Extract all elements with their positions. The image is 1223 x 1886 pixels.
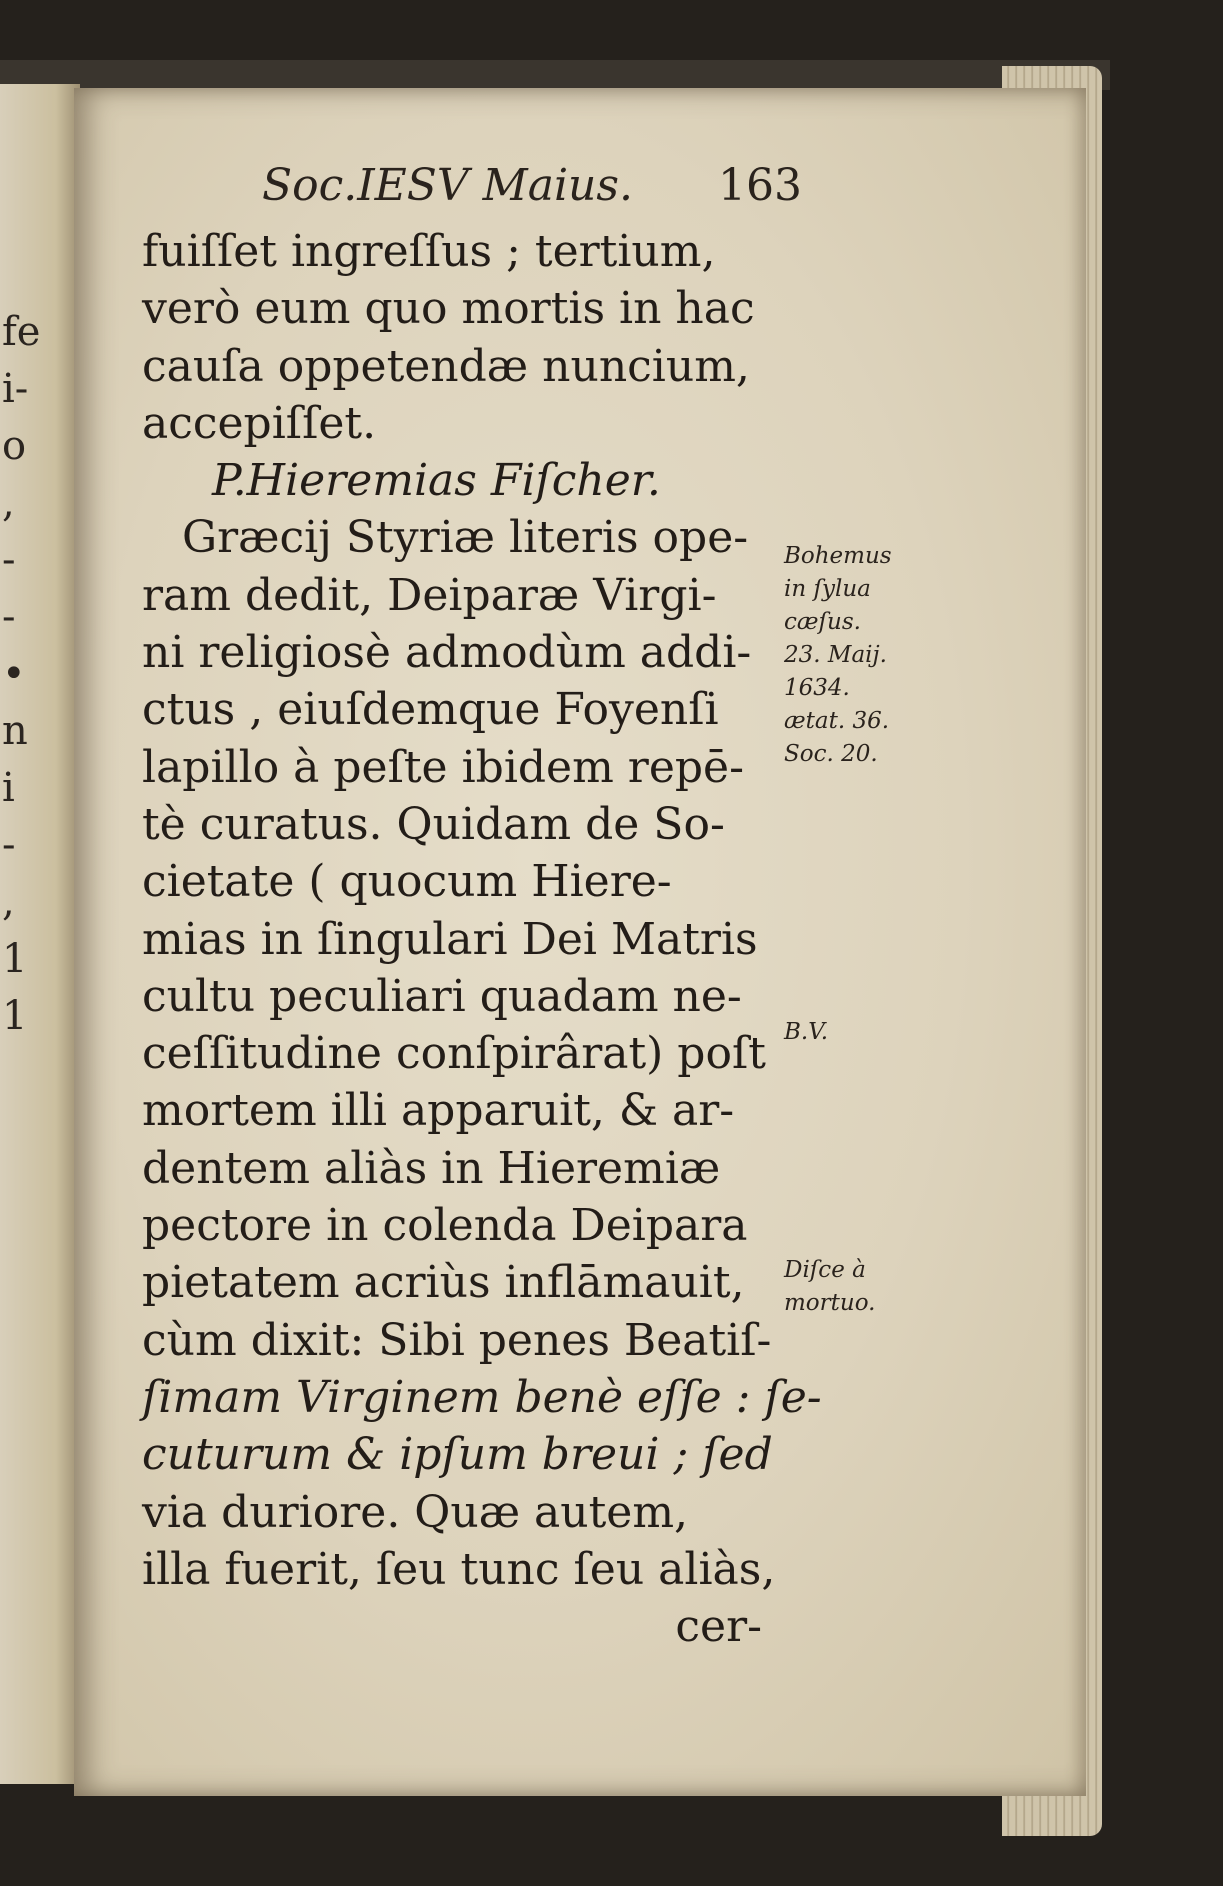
text-line: cultu peculiari quadam ne- — [142, 970, 742, 1022]
text-line: Græcij Styriæ literis ope- — [182, 512, 749, 564]
text-line: accepiſſet. — [142, 397, 377, 449]
text-line: tè curatus. Quidam de So- — [142, 798, 725, 850]
text-line: pectore in colenda Deipara — [142, 1200, 748, 1252]
facing-page-edge — [0, 84, 80, 1784]
fragment: - — [2, 822, 16, 868]
page-number: 163 — [718, 160, 802, 211]
text-line: ram dedit, Deiparæ Virgi- — [142, 569, 717, 621]
margin-note-line: Diſce à — [784, 1257, 866, 1283]
fragment: n — [2, 708, 28, 754]
margin-note-line: Soc. 20. — [784, 741, 878, 767]
fragment: - — [2, 594, 16, 640]
margin-note-bohemus — [784, 540, 954, 771]
fragment: , — [2, 480, 15, 526]
text-line: mortem illi apparuit, & ar- — [142, 1085, 735, 1137]
text-line: ni religiosè admodùm addi- — [142, 627, 752, 679]
text-line: cuturum & ipſum breui ; ſed — [142, 1429, 773, 1481]
fragment: • — [2, 651, 26, 697]
margin-note-line: B.V. — [784, 1019, 829, 1045]
text-line: pietatem acriùs inflāmauit, — [142, 1257, 745, 1309]
fragment: , — [2, 879, 15, 925]
fragment: fe — [2, 309, 41, 355]
text-line: cauſa oppetendæ nuncium, — [142, 340, 750, 392]
margin-note-line: mortuo. — [784, 1290, 876, 1316]
text-line: mias in ſingulari Dei Matris — [142, 913, 758, 965]
margin-note-line: cæſus. — [784, 609, 861, 635]
section-heading: P.Hieremias Fiſcher. — [212, 455, 661, 507]
margin-note-line: 1634. — [784, 675, 850, 701]
fragment: o — [2, 423, 27, 469]
fragment: 1 — [2, 993, 28, 1039]
text-line: verò eum quo mortis in hac — [142, 283, 755, 335]
page-header — [262, 160, 802, 230]
text-line: ctus , eiuſdemque Foyenſi — [142, 684, 719, 736]
text-line: cietate ( quocum Hiere- — [142, 856, 672, 908]
margin-note-line: ætat. 36. — [784, 708, 890, 734]
text-line: fuiſſet ingreſſus ; tertium, — [142, 226, 716, 277]
catchword: cer- — [675, 1601, 762, 1653]
facing-page-fragments — [2, 304, 42, 1045]
margin-note-line: Bohemus — [784, 543, 892, 569]
text-line: ceſſitudine conſpirârat) poſt — [142, 1028, 766, 1080]
text-line: ſimam Virginem benè eſſe : ſe- — [142, 1371, 822, 1423]
text-line: lapillo à peſte ibidem repē- — [142, 741, 744, 793]
text-line: cùm dixit: Sibi penes Beatiſ- — [142, 1314, 772, 1366]
text-line: via duriore. Quæ autem, — [142, 1486, 689, 1538]
margin-note-disce — [784, 1254, 954, 1320]
fragment: - — [2, 537, 16, 583]
text-line: dentem aliàs in Hieremiæ — [142, 1142, 721, 1194]
fragment: 1 — [2, 936, 28, 982]
margin-note-line: in ſylua — [784, 576, 871, 602]
fragment: i- — [2, 366, 29, 412]
margin-note-line: 23. Maij. — [784, 642, 887, 668]
text-line: illa fuerit, ſeu tunc ſeu aliàs, — [142, 1543, 776, 1595]
margin-note-bv — [784, 1016, 954, 1049]
running-title: Soc.IESV Maius. — [262, 160, 633, 211]
fragment: i — [2, 765, 15, 811]
